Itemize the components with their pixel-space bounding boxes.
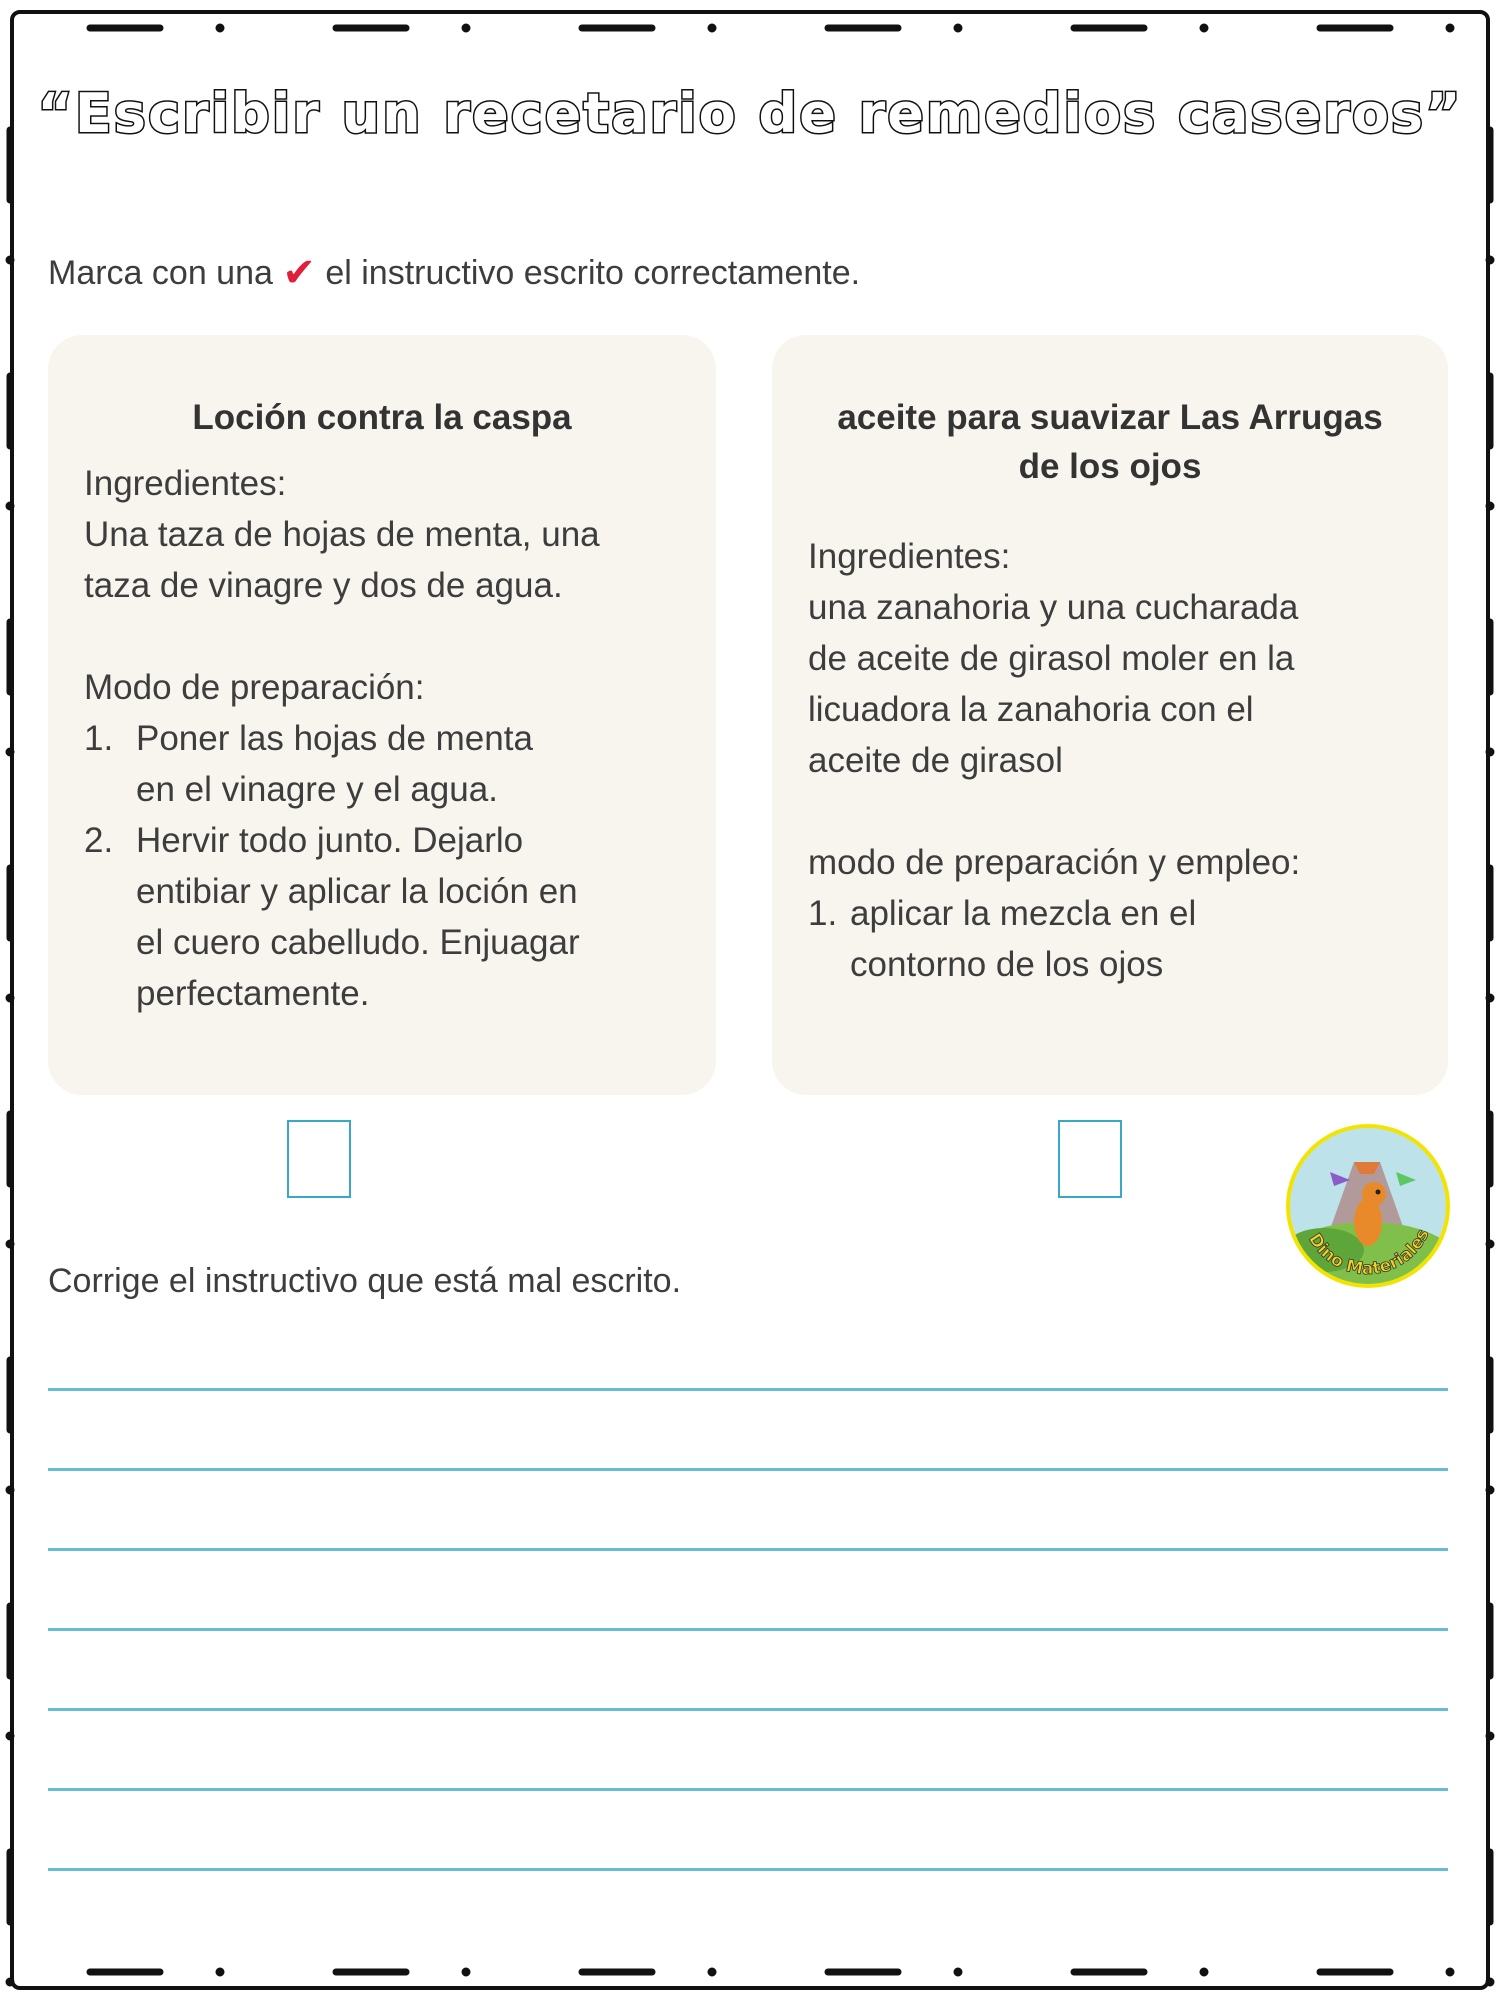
step-number: 2. (84, 821, 114, 860)
step-line: el cuero cabelludo. Enjuagar (136, 923, 580, 962)
recipe-card-right (772, 335, 1448, 1095)
step-item (84, 815, 680, 1019)
ingredients-line: licuadora la zanahoria con el (808, 690, 1254, 729)
writing-line[interactable] (48, 1548, 1448, 1551)
step-line: perfectamente. (136, 974, 370, 1013)
prep-label-left: Modo de preparación: (84, 668, 425, 707)
checkbox-right-recipe[interactable] (1058, 1120, 1122, 1198)
writing-line[interactable] (48, 1388, 1448, 1391)
step-line: entibiar y aplicar la loción en (136, 872, 578, 911)
writing-line[interactable] (48, 1868, 1448, 1871)
recipe-title-line: de los ojos (1018, 447, 1202, 486)
writing-line[interactable] (48, 1708, 1448, 1711)
recipe-title-line: aceite para suavizar Las Arrugas (837, 398, 1383, 437)
prep-label-right: modo de preparación y empleo: (808, 843, 1301, 882)
writing-line[interactable] (48, 1788, 1448, 1791)
ingredients-line: Una taza de hojas de menta, una (84, 515, 600, 554)
recipe-title-right (808, 393, 1412, 491)
ingredients-label-left: Ingredientes: (84, 464, 287, 503)
correct-prompt: Corrige el instructivo que está mal escrito. (48, 1262, 682, 1300)
step-item (808, 888, 1412, 990)
step-line: en el vinagre y el agua. (136, 770, 498, 809)
ingredients-line: una zanahoria y una cucharada (808, 588, 1299, 627)
page-title: “Escribir un recetario de remedios caseros” (37, 82, 1463, 145)
recipe-card-left (48, 335, 716, 1095)
writing-line[interactable] (48, 1628, 1448, 1631)
ingredients-line: de aceite de girasol moler en la (808, 639, 1295, 678)
instruction-mark-text-after: el instructivo escrito correctamente. (325, 254, 861, 292)
step-number: 1. (808, 894, 838, 933)
step-line: contorno de los ojos (850, 945, 1164, 984)
ingredients-line: taza de vinagre y dos de agua. (84, 566, 563, 605)
writing-line[interactable] (48, 1468, 1448, 1471)
dino-materiales-logo (1284, 1122, 1452, 1290)
check-mark-icon: ✔ (282, 251, 316, 295)
step-line: Poner las hojas de menta (136, 719, 533, 758)
instruction-mark (48, 248, 860, 294)
instruction-mark-text-before: Marca con una (48, 254, 273, 292)
step-line: Hervir todo junto. Dejarlo (136, 821, 524, 860)
step-line: aplicar la mezcla en el (850, 894, 1197, 933)
ingredients-line: aceite de girasol (808, 741, 1063, 780)
logo-text: Dino Materiales (1304, 1225, 1434, 1280)
recipe-title-left: Loción contra la caspa (192, 398, 572, 437)
checkbox-left-recipe[interactable] (287, 1120, 351, 1198)
step-item (84, 713, 680, 815)
step-number: 1. (84, 719, 114, 758)
ingredients-label-right: Ingredientes: (808, 537, 1011, 576)
